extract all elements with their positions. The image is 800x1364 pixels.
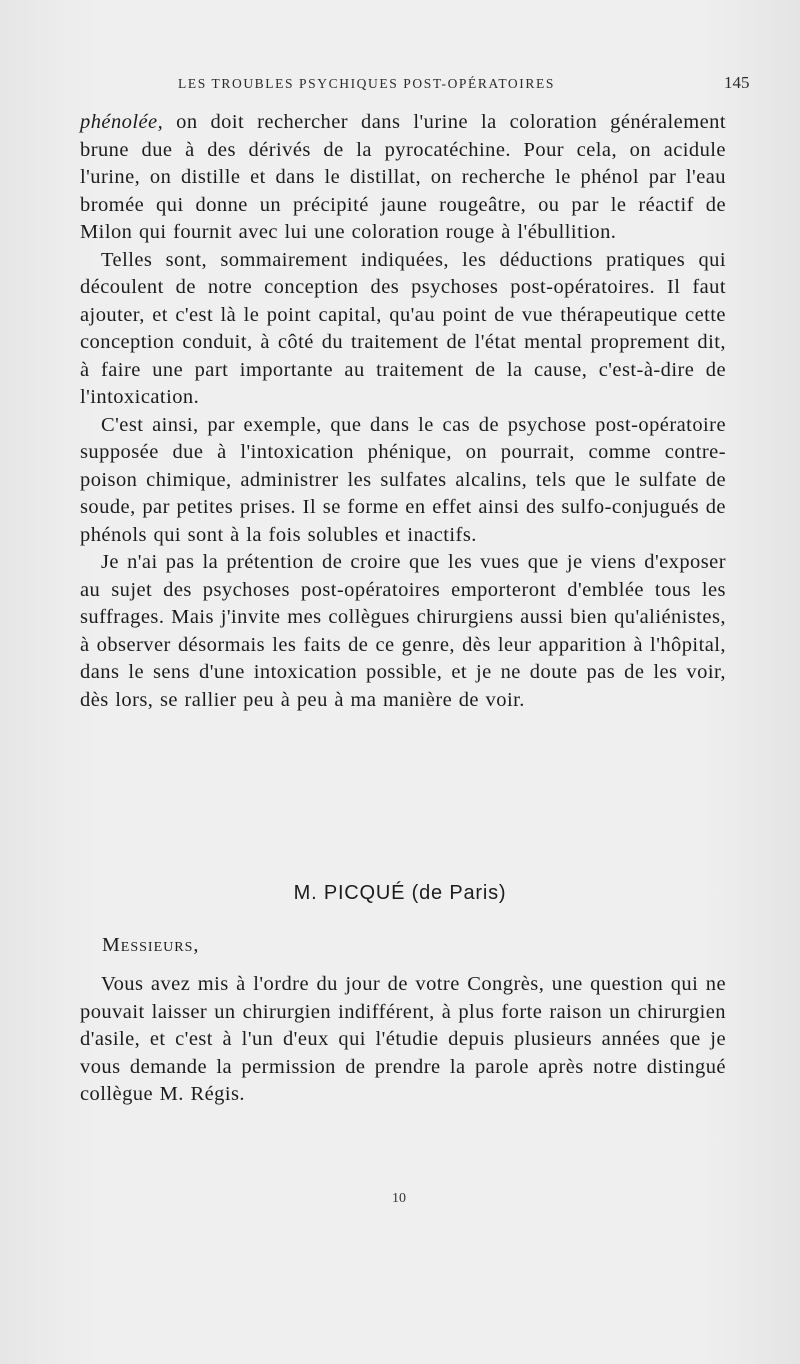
speech-text	[80, 971, 726, 1109]
paragraph-3: C'est ainsi, par exemple, que dans le cas de psychose post-opératoire supposée due à l'intoxication phénique, on pourrait, comme contre-poison chimique, administrer les sulfates alcalins, tels que le sulfate de soude, par petites prises. Il se forme en effet ainsi des sulfo-conjugués de phénols qui sont à la fois solubles et inactifs.	[80, 413, 726, 546]
paragraph-1-text: on doit rechercher dans l'urine la coloration généralement brune due à des dérivés de la pyrocatéchine. Pour cela, on acidule l'urine, on distille et dans le distillat, on recherche le phénol par l'eau bromée qui donne un précipité jaune rougeâtre, ou par le réactif de Milon qui fournit avec lui une coloration rouge à l'ébullition.	[80, 111, 726, 243]
paragraph-2: Telles sont, sommairement indiquées, les déductions pratiques qui découlent de notre conception des psychoses post-opératoires. Il faut ajouter, et c'est là le point capital, qu'au point de vue thérapeutique cette conception conduit, à côté du traitement de l'état mental proprement dit, à faire une part importante au traitement de la cause, c'est-à-dire de l'intoxication.	[80, 248, 726, 408]
speech-paragraph: Vous avez mis à l'ordre du jour de votre Congrès, une question qui ne pouvait laisser un chirurgien indifférent, à plus forte raison un chirurgien d'asile, et c'est à l'un d'eux qui l'étudie depuis plusieurs années que je vous demande la permission de prendre la parole après notre distingué collègue M. Régis.	[80, 973, 726, 1105]
signature-mark: 10	[392, 1191, 406, 1206]
salutation: Messieurs,	[102, 934, 200, 956]
body-text	[80, 109, 726, 714]
page-number: 145	[724, 73, 750, 92]
italic-lead: phénolée,	[80, 111, 164, 133]
running-title: LES TROUBLES PSYCHIQUES POST-OPÉRATOIRES	[178, 76, 555, 91]
paragraph-4: Je n'ai pas la prétention de croire que les vues que je viens d'exposer au sujet des psychoses post-opératoires emporteront d'emblée tous les suffrages. Mais j'invite mes collègues chirurgiens aussi bien qu'aliénistes, à observer désormais les faits de ce genre, dès leur apparition à l'hôpital, dans le sens d'une intoxication possible, et je ne doute pas de les voir, dès lors, se rallier peu à peu à ma manière de voir.	[80, 551, 726, 711]
speaker-heading: M. PICQUÉ (de Paris)	[293, 882, 507, 904]
paragraph-1	[80, 109, 726, 247]
